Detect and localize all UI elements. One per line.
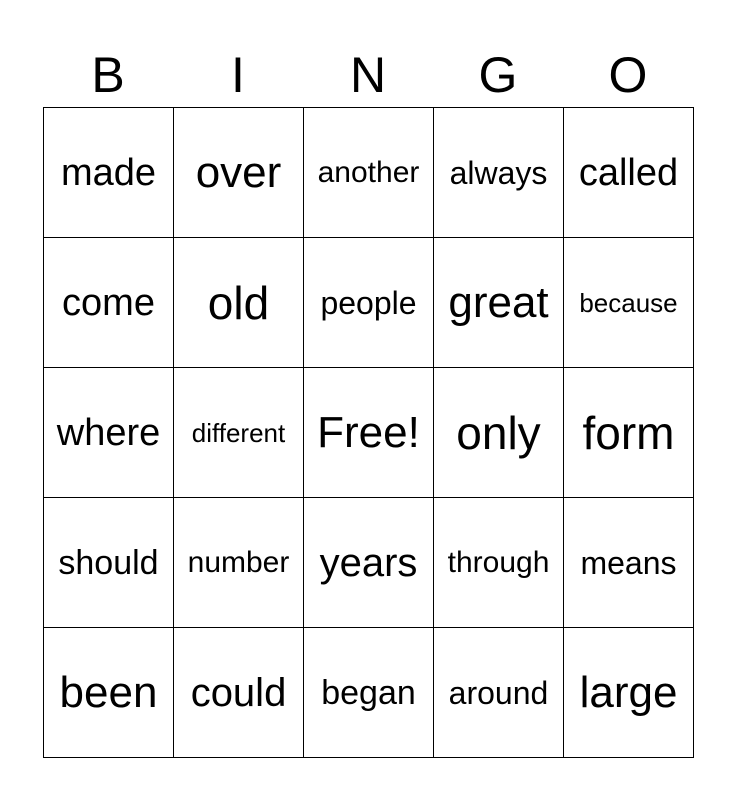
bingo-cell: could — [174, 628, 304, 758]
bingo-cell: means — [564, 498, 694, 628]
free-space: Free! — [304, 368, 434, 498]
bingo-board — [43, 107, 694, 758]
bingo-cell: made — [44, 108, 174, 238]
bingo-cell: only — [434, 368, 564, 498]
bingo-cell: large — [564, 628, 694, 758]
header-letter-o: O — [608, 47, 648, 103]
bingo-cell: should — [44, 498, 174, 628]
bingo-cell: been — [44, 628, 174, 758]
header-letter-g: G — [478, 47, 518, 103]
bingo-cell: old — [174, 238, 304, 368]
header-letter-b: B — [91, 47, 125, 103]
header-letter-i: I — [231, 47, 245, 103]
bingo-cell: around — [434, 628, 564, 758]
bingo-cell: another — [304, 108, 434, 238]
header-letter-n: N — [349, 47, 387, 103]
bingo-cell: always — [434, 108, 564, 238]
bingo-cell: form — [564, 368, 694, 498]
bingo-cell: people — [304, 238, 434, 368]
bingo-cell: because — [564, 238, 694, 368]
bingo-cell: great — [434, 238, 564, 368]
bingo-cell: number — [174, 498, 304, 628]
bingo-cell: where — [44, 368, 174, 498]
bingo-cell: began — [304, 628, 434, 758]
bingo-cell: years — [304, 498, 434, 628]
bingo-header — [43, 42, 693, 108]
bingo-cell: over — [174, 108, 304, 238]
bingo-cell: come — [44, 238, 174, 368]
bingo-cell: different — [174, 368, 304, 498]
bingo-cell: called — [564, 108, 694, 238]
bingo-cell: through — [434, 498, 564, 628]
